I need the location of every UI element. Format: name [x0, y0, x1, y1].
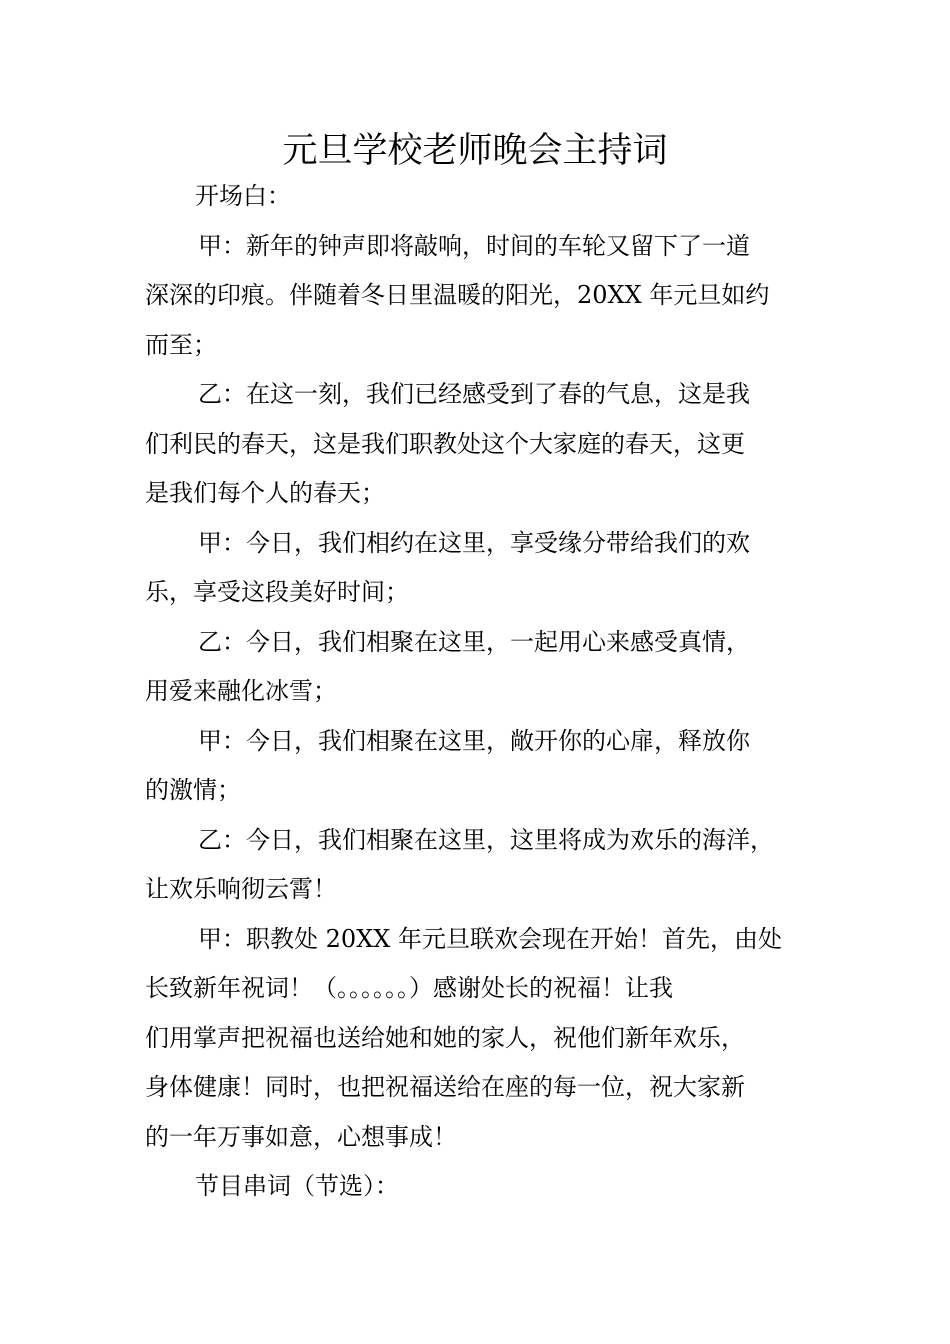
section-heading-program: 节目串词（节选）：: [195, 1172, 399, 1200]
paragraph-line: 是我们每个人的春天；: [145, 479, 385, 507]
paragraph-line: 让欢乐响彻云霄！: [145, 875, 337, 903]
paragraph-line: 甲：职教处 20XX 年元旦联欢会现在开始！首先，由处: [198, 924, 782, 953]
paragraph-line: 的激情；: [145, 776, 241, 804]
paragraph-line: 身体健康！同时，也把祝福送给在座的每一位，祝大家新: [145, 1073, 745, 1101]
paragraph-line: 甲：今日，我们相约在这里，享受缘分带给我们的欢: [198, 528, 750, 557]
paragraph-line: 的一年万事如意，心想事成！: [145, 1122, 457, 1151]
paragraph-line: 乙：在这一刻，我们已经感受到了春的气息，这是我: [198, 380, 750, 408]
paragraph-line: 而至；: [145, 330, 217, 359]
paragraph-line: 长致新年祝词！（。。。。。。）感谢处长的祝福！让我: [145, 974, 673, 1002]
paragraph-line: 甲：今日，我们相聚在这里，敞开你的心扉，释放你: [198, 726, 750, 755]
paragraph-line: 深深的印痕。伴随着冬日里温暖的阳光，20XX 年元旦如约: [145, 281, 770, 309]
paragraph-line: 用爱来融化冰雪；: [145, 677, 337, 705]
paragraph-line: 们用掌声把祝福也送给她和她的家人，祝他们新年欢乐，: [145, 1023, 745, 1052]
section-heading-opening: 开场白：: [195, 182, 291, 210]
document-body: [145, 172, 815, 1212]
paragraph-line: 乙：今日，我们相聚在这里，这里将成为欢乐的海洋，: [198, 825, 774, 854]
paragraph-line: 们利民的春天，这是我们职教处这个大家庭的春天，这更: [145, 429, 745, 458]
paragraph-line: 甲：新年的钟声即将敲响，时间的车轮又留下了一道: [198, 231, 750, 260]
document-title: 元旦学校老师晚会主持词: [282, 131, 668, 171]
paragraph-line: 乙：今日，我们相聚在这里，一起用心来感受真情，: [198, 627, 750, 656]
paragraph-line: 乐，享受这段美好时间；: [145, 578, 409, 606]
